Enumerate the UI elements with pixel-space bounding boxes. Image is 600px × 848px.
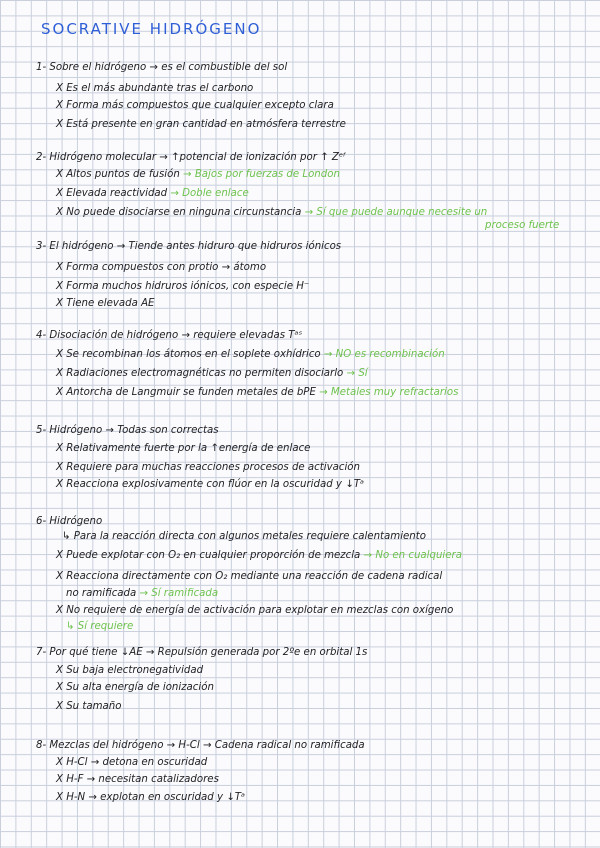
- question-5: 5- Hidrógeno → Todas son correctas: [36, 425, 219, 436]
- q2-option-3-note-cont: proceso fuerte: [485, 220, 560, 231]
- q2-option-2: [56, 187, 249, 201]
- question-1: 1- Sobre el hidrógeno → es el combustible del sol: [36, 62, 288, 73]
- q6-option-2-cont-text: no ramificada: [66, 588, 137, 599]
- q6-option-1-text: X Puede explotar con O₂ en cualquier proporción de mezcla: [56, 550, 361, 561]
- question-4: 4- Disociación de hidrógeno → requiere elevadas Tᵃˢ: [36, 330, 303, 341]
- q4-option-3: [56, 386, 458, 400]
- q4-option-3-note: → Metales muy refractarios: [319, 387, 459, 398]
- q2-option-2-text: X Elevada reactividad: [56, 188, 168, 199]
- page-title: SOCRATIVE HIDRÓGENO: [41, 20, 262, 38]
- q1-option-2: X Forma más compuestos que cualquier excepto clara: [56, 100, 334, 111]
- question-8: 8- Mezclas del hidrógeno → H-Cl → Cadena radical no ramificada: [36, 740, 365, 751]
- q2-option-2-note: → Doble enlace: [170, 188, 249, 199]
- q1-option-1: X Es el más abundante tras el carbono: [56, 83, 254, 94]
- q2-option-1-note: → Bajos por fuerzas de London: [183, 169, 340, 180]
- q1-option-3: X Está presente en gran cantidad en atmósfera terrestre: [56, 119, 346, 130]
- q4-option-2: [56, 367, 368, 381]
- q7-option-2: X Su alta energía de ionización: [56, 682, 214, 693]
- q8-option-3: X H-N → explotan en oscuridad y ↓Tᵃ: [56, 792, 245, 803]
- q3-option-3: X Tiene elevada AE: [56, 298, 155, 309]
- q4-option-1-text: X Se recombinan los átomos en el soplete oxhídrico: [56, 349, 321, 360]
- q8-option-2: X H-F → necesitan catalizadores: [56, 774, 219, 785]
- q6-option-2-note: → Sí ramificada: [139, 588, 219, 599]
- q6-subnote: ↳ Para la reacción directa con algunos metales requiere calentamiento: [62, 531, 426, 542]
- q6-option-2: X Reacciona directamente con O₂ mediante una reacción de cadena radical: [56, 571, 443, 582]
- q2-option-3-text: X No puede disociarse en ninguna circunstancia: [56, 207, 302, 218]
- q6-option-3-note: ↳ Sí requiere: [66, 621, 134, 632]
- q2-option-3: [56, 206, 487, 220]
- question-3: 3- El hidrógeno → Tiende antes hidruro que hidruros iónicos: [36, 241, 342, 252]
- q2-option-1: [56, 168, 340, 182]
- q2-option-3-note: → Sí que puede aunque necesite un: [304, 207, 488, 218]
- q5-option-3: X Reacciona explosivamente con flúor en la oscuridad y ↓Tᵃ: [56, 479, 364, 490]
- q4-option-2-text: X Radiaciones electromagnéticas no permiten disociarlo: [56, 368, 344, 379]
- q7-option-1: X Su baja electronegatividad: [56, 665, 204, 676]
- q4-option-1: [56, 348, 445, 362]
- question-7: 7- Por qué tiene ↓AE → Repulsión generada por 2ºe en orbital 1s: [36, 647, 368, 658]
- q4-option-3-text: X Antorcha de Langmuir se funden metales de bPE: [56, 387, 316, 398]
- q5-option-1: X Relativamente fuerte por la ↑energía de enlace: [56, 443, 311, 454]
- q3-option-2: X Forma muchos hidruros iónicos, con especie H⁻: [56, 281, 310, 292]
- q5-option-2: X Requiere para muchas reacciones procesos de activación: [56, 462, 360, 473]
- question-2: 2- Hidrógeno molecular → ↑potencial de ionización por ↑ Zᵉᶠ: [36, 152, 347, 163]
- q6-option-1-note: → No en cualquiera: [363, 550, 462, 561]
- question-6: 6- Hidrógeno: [36, 516, 103, 527]
- q4-option-1-note: → NO es recombinación: [323, 349, 445, 360]
- q4-option-2-note: → Sí: [346, 368, 368, 379]
- q6-option-2-cont: [66, 587, 218, 601]
- q6-option-3: X No requiere de energía de activación para explotar en mezclas con oxígeno: [56, 605, 454, 616]
- q2-option-1-text: X Altos puntos de fusión: [56, 169, 180, 180]
- q6-option-1: [56, 549, 462, 563]
- q7-option-3: X Su tamaño: [56, 701, 122, 712]
- q8-option-1: X H-Cl → detona en oscuridad: [56, 757, 208, 768]
- q3-option-1: X Forma compuestos con protio → átomo: [56, 262, 267, 273]
